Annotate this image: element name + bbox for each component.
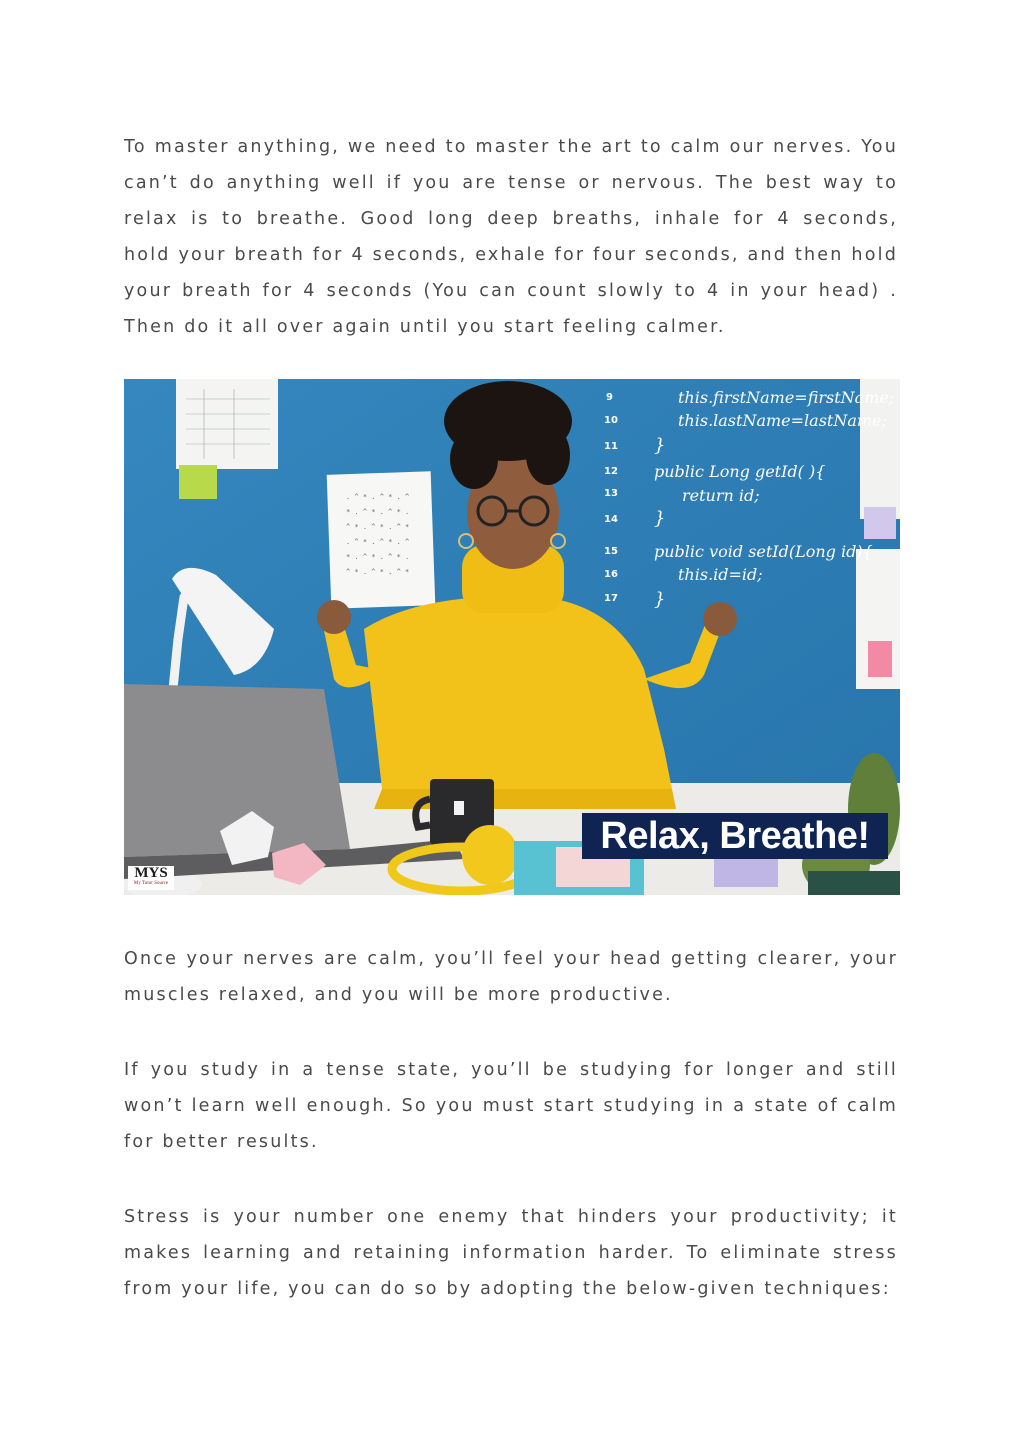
code-line-number: 17: [604, 593, 618, 604]
sticky-note-green: [179, 465, 217, 499]
code-line-number: 16: [604, 569, 618, 580]
sticky-note-pink: [868, 641, 892, 677]
logo-subtext: My Tutor Source: [133, 881, 169, 886]
svg-text:* . ^ * . ^ * .: * . ^ * . ^ * .: [346, 508, 410, 516]
code-line-number: 10: [604, 415, 618, 426]
code-line-text: this.id=id;: [678, 565, 763, 584]
code-line-text: }: [654, 508, 666, 529]
code-line-text: this.firstName=firstName;: [678, 388, 895, 407]
svg-text:. ^ * . ^ * . ^: . ^ * . ^ * . ^: [346, 538, 410, 546]
paragraph-calm-nerves: To master anything, we need to master the art to calm our nerves. You can’t do anything well if you are tense or nervous. The best way to relax is to breathe. Good long deep breaths, inhale for 4 seconds, hold your breath for 4 seconds, exhale for four seconds, and then hold your breath for 4 seconds (You can count slowly to 4 in your head) . Then do it all over again until you start feeling calmer.: [124, 137, 898, 337]
code-line-text: this.lastName=lastName;: [678, 411, 887, 430]
code-line-number: 12: [604, 466, 618, 477]
sticky-note-lavender: [864, 507, 896, 539]
wall-paper-chart: [176, 379, 278, 469]
code-line-text: }: [654, 435, 666, 456]
svg-text:^ * . ^ * . ^ *: ^ * . ^ * . ^ *: [346, 523, 410, 531]
image-caption: Relax, Breathe!: [582, 813, 888, 859]
svg-text:^ * . ^ * . ^ *: ^ * . ^ * . ^ *: [346, 568, 410, 576]
code-line-text: return id;: [682, 486, 760, 505]
paragraph-nerves-calm: Once your nerves are calm, you’ll feel your head getting clearer, your muscles relaxed, and you will be more productive.: [124, 949, 898, 1005]
code-line-text: }: [654, 589, 666, 610]
code-line-number: 14: [604, 514, 618, 525]
svg-text:* . ^ * . ^ * .: * . ^ * . ^ * .: [346, 553, 410, 561]
relax-breathe-photo: [124, 379, 900, 895]
brand-logo: [128, 866, 174, 890]
svg-text:. ^ * . ^ * . ^: . ^ * . ^ * . ^: [346, 493, 410, 501]
code-line-number: 11: [604, 441, 618, 452]
code-line-text: public void setId(Long id){: [654, 542, 873, 561]
code-line-number: 13: [604, 488, 618, 499]
code-line-number: 15: [604, 546, 618, 557]
paragraph-study-tense: If you study in a tense state, you’ll be studying for longer and still won’t learn well enough. So you must start studying in a state of calm for better results.: [124, 1060, 898, 1152]
logo-text: MYS: [134, 865, 168, 881]
paragraph-stress-enemy: Stress is your number one enemy that hinders your productivity; it makes learning and retaining information harder. To eliminate stress from your life, you can do so by adopting the below-given techniques:: [124, 1207, 898, 1299]
code-line-number: 9: [606, 392, 613, 403]
code-line-text: public Long getId( ){: [654, 462, 826, 481]
